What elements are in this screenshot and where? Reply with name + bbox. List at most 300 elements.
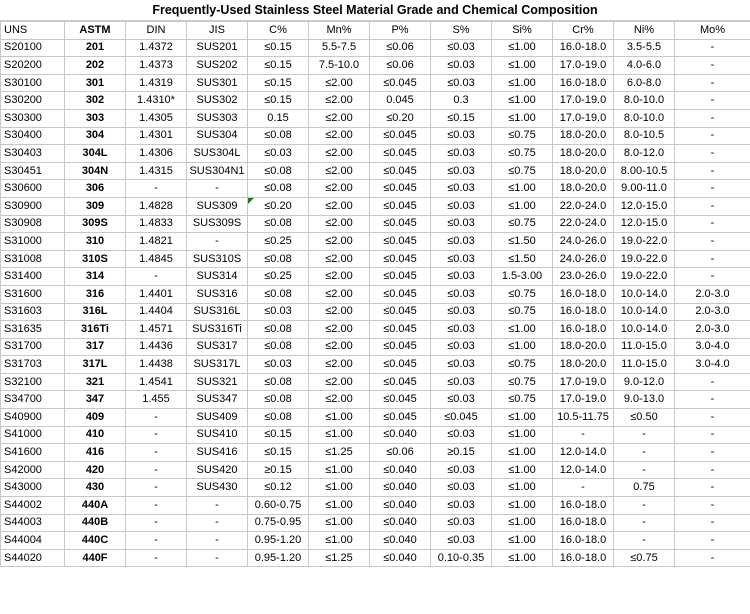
cell-c: ≤0.15 — [248, 74, 309, 92]
cell-ni: ≤0.75 — [614, 549, 675, 567]
cell-jis: - — [187, 532, 248, 550]
cell-din: 1.4438 — [126, 356, 187, 374]
cell-din: 1.4404 — [126, 303, 187, 321]
cell-s: ≤0.03 — [431, 321, 492, 339]
cell-jis: SUS309S — [187, 215, 248, 233]
cell-s: ≤0.03 — [431, 479, 492, 497]
header-cell-s: S% — [431, 22, 492, 40]
cell-jis: SUS420 — [187, 461, 248, 479]
cell-si: ≤1.00 — [492, 197, 553, 215]
cell-mn: ≤2.00 — [309, 145, 370, 163]
cell-p: ≤0.045 — [370, 74, 431, 92]
table-body — [1, 22, 750, 567]
cell-jis: SUS416 — [187, 444, 248, 462]
cell-mo: - — [675, 92, 750, 110]
cell-cr: 18.0-20.0 — [553, 356, 614, 374]
cell-ni: 9.0-13.0 — [614, 391, 675, 409]
table-row — [1, 409, 750, 427]
cell-uns: S44003 — [1, 514, 65, 532]
cell-s: ≤0.03 — [431, 215, 492, 233]
cell-p: ≤0.045 — [370, 250, 431, 268]
cell-uns: S30908 — [1, 215, 65, 233]
cell-mo: - — [675, 549, 750, 567]
cell-cr: - — [553, 479, 614, 497]
cell-ni: 6.0-8.0 — [614, 74, 675, 92]
cell-mo: 3.0-4.0 — [675, 356, 750, 374]
cell-din: 1.4315 — [126, 162, 187, 180]
cell-ni: 10.0-14.0 — [614, 303, 675, 321]
cell-uns: S30403 — [1, 145, 65, 163]
cell-jis: SUS301 — [187, 74, 248, 92]
cell-din: - — [126, 549, 187, 567]
cell-uns: S31703 — [1, 356, 65, 374]
cell-jis: SUS317L — [187, 356, 248, 374]
cell-mn: ≤2.00 — [309, 285, 370, 303]
cell-ni: 9.00-11.0 — [614, 180, 675, 198]
cell-si: ≤1.00 — [492, 444, 553, 462]
cell-jis: SUS304N1 — [187, 162, 248, 180]
cell-uns: S31603 — [1, 303, 65, 321]
cell-p: ≤0.040 — [370, 497, 431, 515]
table-row — [1, 497, 750, 515]
cell-jis: SUS303 — [187, 109, 248, 127]
cell-uns: S31400 — [1, 268, 65, 286]
cell-uns: S31008 — [1, 250, 65, 268]
cell-mn: ≤2.00 — [309, 356, 370, 374]
cell-p: ≤0.20 — [370, 109, 431, 127]
table-row — [1, 321, 750, 339]
table-row — [1, 39, 750, 57]
cell-din: 1.4306 — [126, 145, 187, 163]
cell-astm: 304L — [65, 145, 126, 163]
cell-jis: SUS409 — [187, 409, 248, 427]
cell-cr: 22.0-24.0 — [553, 197, 614, 215]
cell-din: 1.4305 — [126, 109, 187, 127]
table-row — [1, 109, 750, 127]
header-cell-si: Si% — [492, 22, 553, 40]
cell-mo: - — [675, 461, 750, 479]
cell-c: ≤0.08 — [248, 250, 309, 268]
cell-astm: 306 — [65, 180, 126, 198]
cell-s: ≤0.03 — [431, 74, 492, 92]
cell-cr: 17.0-19.0 — [553, 92, 614, 110]
cell-p: ≤0.045 — [370, 162, 431, 180]
cell-jis: SUS316L — [187, 303, 248, 321]
cell-mo: 2.0-3.0 — [675, 303, 750, 321]
cell-c: ≤0.20 — [248, 197, 309, 215]
cell-jis: SUS310S — [187, 250, 248, 268]
cell-astm: 316 — [65, 285, 126, 303]
cell-s: 0.3 — [431, 92, 492, 110]
cell-din: 1.4571 — [126, 321, 187, 339]
cell-astm: 317L — [65, 356, 126, 374]
cell-s: ≤0.03 — [431, 233, 492, 251]
cell-mo: - — [675, 74, 750, 92]
cell-jis: SUS410 — [187, 426, 248, 444]
table-title: Frequently-Used Stainless Steel Material Grade and Chemical Composition — [0, 0, 750, 21]
cell-ni: - — [614, 461, 675, 479]
cell-p: ≤0.045 — [370, 373, 431, 391]
table-row — [1, 303, 750, 321]
cell-si: ≤1.00 — [492, 497, 553, 515]
cell-c: ≤0.08 — [248, 215, 309, 233]
cell-ni: 8.0-10.5 — [614, 127, 675, 145]
cell-uns: S31700 — [1, 338, 65, 356]
cell-c: ≤0.08 — [248, 373, 309, 391]
cell-mn: ≤2.00 — [309, 92, 370, 110]
cell-astm: 321 — [65, 373, 126, 391]
cell-din: - — [126, 479, 187, 497]
table-row — [1, 285, 750, 303]
table-row — [1, 373, 750, 391]
cell-astm: 316L — [65, 303, 126, 321]
cell-din: 1.4833 — [126, 215, 187, 233]
cell-si: ≤1.00 — [492, 321, 553, 339]
cell-mn: ≤2.00 — [309, 373, 370, 391]
cell-s: ≤0.03 — [431, 426, 492, 444]
cell-mo: - — [675, 497, 750, 515]
cell-din: 1.4436 — [126, 338, 187, 356]
cell-astm: 309S — [65, 215, 126, 233]
cell-jis: SUS304 — [187, 127, 248, 145]
cell-s: ≤0.03 — [431, 373, 492, 391]
cell-si: ≤1.00 — [492, 479, 553, 497]
header-cell-p: P% — [370, 22, 431, 40]
cell-jis: SUS317 — [187, 338, 248, 356]
header-cell-astm: ASTM — [65, 22, 126, 40]
cell-cr: - — [553, 426, 614, 444]
cell-s: 0.10-0.35 — [431, 549, 492, 567]
cell-din: - — [126, 461, 187, 479]
cell-ni: 19.0-22.0 — [614, 250, 675, 268]
cell-astm: 303 — [65, 109, 126, 127]
cell-mo: - — [675, 426, 750, 444]
cell-ni: 19.0-22.0 — [614, 268, 675, 286]
cell-mn: ≤1.00 — [309, 461, 370, 479]
cell-s: ≤0.03 — [431, 39, 492, 57]
cell-ni: 4.0-6.0 — [614, 57, 675, 75]
cell-astm: 310 — [65, 233, 126, 251]
cell-mn: ≤1.00 — [309, 479, 370, 497]
cell-astm: 309 — [65, 197, 126, 215]
cell-c: 0.75-0.95 — [248, 514, 309, 532]
cell-s: ≤0.03 — [431, 356, 492, 374]
cell-s: ≤0.03 — [431, 180, 492, 198]
cell-c: 0.60-0.75 — [248, 497, 309, 515]
cell-uns: S32100 — [1, 373, 65, 391]
cell-din: - — [126, 514, 187, 532]
cell-si: ≤0.75 — [492, 356, 553, 374]
cell-ni: 11.0-15.0 — [614, 338, 675, 356]
cell-astm: 314 — [65, 268, 126, 286]
cell-jis: SUS309 — [187, 197, 248, 215]
cell-mn: ≤2.00 — [309, 127, 370, 145]
table-row — [1, 92, 750, 110]
cell-si: ≤0.75 — [492, 303, 553, 321]
cell-cr: 17.0-19.0 — [553, 391, 614, 409]
cell-din: 1.4821 — [126, 233, 187, 251]
cell-p: ≤0.045 — [370, 321, 431, 339]
cell-jis: - — [187, 180, 248, 198]
cell-ni: 12.0-15.0 — [614, 197, 675, 215]
cell-si: ≤1.00 — [492, 74, 553, 92]
cell-mo: - — [675, 39, 750, 57]
table-row — [1, 391, 750, 409]
table-row — [1, 444, 750, 462]
cell-si: ≤1.00 — [492, 549, 553, 567]
cell-astm: 410 — [65, 426, 126, 444]
cell-cr: 23.0-26.0 — [553, 268, 614, 286]
cell-din: 1.4301 — [126, 127, 187, 145]
cell-mn: ≤1.00 — [309, 514, 370, 532]
cell-s: ≤0.03 — [431, 162, 492, 180]
cell-c: ≤0.25 — [248, 268, 309, 286]
cell-p: ≤0.040 — [370, 461, 431, 479]
cell-mn: ≤2.00 — [309, 268, 370, 286]
cell-din: 1.4541 — [126, 373, 187, 391]
cell-jis: SUS430 — [187, 479, 248, 497]
cell-ni: 19.0-22.0 — [614, 233, 675, 251]
cell-c: ≤0.12 — [248, 479, 309, 497]
cell-cr: 16.0-18.0 — [553, 532, 614, 550]
cell-p: ≤0.040 — [370, 479, 431, 497]
cell-uns: S31000 — [1, 233, 65, 251]
cell-c: ≤0.03 — [248, 356, 309, 374]
cell-p: ≤0.06 — [370, 444, 431, 462]
cell-p: ≤0.045 — [370, 391, 431, 409]
cell-uns: S30200 — [1, 92, 65, 110]
cell-jis: SUS321 — [187, 373, 248, 391]
cell-si: ≤0.75 — [492, 215, 553, 233]
cell-cr: 22.0-24.0 — [553, 215, 614, 233]
cell-astm: 310S — [65, 250, 126, 268]
cell-c: ≤0.25 — [248, 233, 309, 251]
cell-mo: - — [675, 197, 750, 215]
cell-cr: 16.0-18.0 — [553, 285, 614, 303]
cell-jis: - — [187, 549, 248, 567]
cell-cr: 10.5-11.75 — [553, 409, 614, 427]
cell-p: ≤0.045 — [370, 285, 431, 303]
cell-ni: 10.0-14.0 — [614, 285, 675, 303]
cell-si: ≤1.50 — [492, 233, 553, 251]
cell-p: ≤0.06 — [370, 39, 431, 57]
table-row — [1, 57, 750, 75]
cell-mn: ≤1.00 — [309, 497, 370, 515]
cell-mo: 3.0-4.0 — [675, 338, 750, 356]
cell-si: ≤1.00 — [492, 109, 553, 127]
table-row — [1, 180, 750, 198]
cell-mn: ≤2.00 — [309, 250, 370, 268]
cell-ni: - — [614, 532, 675, 550]
cell-ni: 0.75 — [614, 479, 675, 497]
cell-din: 1.455 — [126, 391, 187, 409]
cell-mo: - — [675, 215, 750, 233]
cell-c: ≥0.15 — [248, 461, 309, 479]
cell-jis: SUS201 — [187, 39, 248, 57]
cell-p: ≤0.045 — [370, 338, 431, 356]
cell-mo: - — [675, 479, 750, 497]
cell-mo: - — [675, 409, 750, 427]
cell-uns: S31635 — [1, 321, 65, 339]
cell-jis: SUS316Ti — [187, 321, 248, 339]
cell-mn: ≤1.00 — [309, 532, 370, 550]
cell-s: ≤0.045 — [431, 409, 492, 427]
cell-mo: - — [675, 514, 750, 532]
cell-c: ≤0.08 — [248, 338, 309, 356]
cell-uns: S41000 — [1, 426, 65, 444]
cell-uns: S44004 — [1, 532, 65, 550]
cell-cr: 17.0-19.0 — [553, 373, 614, 391]
table-row — [1, 215, 750, 233]
cell-c: ≤0.15 — [248, 92, 309, 110]
cell-si: ≤1.00 — [492, 57, 553, 75]
cell-astm: 409 — [65, 409, 126, 427]
cell-mn: ≤2.00 — [309, 338, 370, 356]
cell-uns: S31600 — [1, 285, 65, 303]
cell-mn: ≤1.25 — [309, 549, 370, 567]
cell-cr: 18.0-20.0 — [553, 145, 614, 163]
cell-mo: - — [675, 57, 750, 75]
cell-c: ≤0.03 — [248, 145, 309, 163]
cell-ni: 8.0-10.0 — [614, 92, 675, 110]
cell-si: ≤1.00 — [492, 426, 553, 444]
cell-mn: ≤2.00 — [309, 233, 370, 251]
cell-din: - — [126, 444, 187, 462]
cell-si: ≤1.00 — [492, 39, 553, 57]
cell-mn: ≤2.00 — [309, 109, 370, 127]
cell-mo: - — [675, 444, 750, 462]
cell-c: ≤0.08 — [248, 285, 309, 303]
cell-s: ≤0.15 — [431, 109, 492, 127]
cell-s: ≤0.03 — [431, 303, 492, 321]
cell-p: ≤0.040 — [370, 549, 431, 567]
cell-uns: S41600 — [1, 444, 65, 462]
cell-cr: 18.0-20.0 — [553, 127, 614, 145]
cell-c: ≤0.08 — [248, 321, 309, 339]
cell-c: ≤0.15 — [248, 39, 309, 57]
cell-s: ≤0.03 — [431, 391, 492, 409]
cell-astm: 202 — [65, 57, 126, 75]
cell-si: ≤1.50 — [492, 250, 553, 268]
cell-ni: 8.0-12.0 — [614, 145, 675, 163]
cell-uns: S44002 — [1, 497, 65, 515]
cell-uns: S42000 — [1, 461, 65, 479]
cell-c: ≤0.08 — [248, 162, 309, 180]
cell-si: ≤1.00 — [492, 409, 553, 427]
table-row — [1, 145, 750, 163]
cell-mn: ≤1.00 — [309, 426, 370, 444]
cell-cr: 16.0-18.0 — [553, 74, 614, 92]
cell-si: ≤1.00 — [492, 514, 553, 532]
cell-mn: ≤2.00 — [309, 197, 370, 215]
cell-c: ≤0.15 — [248, 57, 309, 75]
cell-mo: - — [675, 391, 750, 409]
header-cell-mo: Mo% — [675, 22, 750, 40]
cell-s: ≤0.03 — [431, 285, 492, 303]
cell-uns: S30300 — [1, 109, 65, 127]
cell-ni: 10.0-14.0 — [614, 321, 675, 339]
cell-astm: 440A — [65, 497, 126, 515]
cell-mo: - — [675, 127, 750, 145]
cell-mn: ≤2.00 — [309, 180, 370, 198]
header-cell-ni: Ni% — [614, 22, 675, 40]
cell-mn: ≤2.00 — [309, 303, 370, 321]
cell-ni: 12.0-15.0 — [614, 215, 675, 233]
table-row — [1, 461, 750, 479]
cell-c: ≤0.08 — [248, 409, 309, 427]
cell-ni: - — [614, 497, 675, 515]
table-row — [1, 479, 750, 497]
cell-jis: SUS302 — [187, 92, 248, 110]
cell-mo: 2.0-3.0 — [675, 285, 750, 303]
cell-si: ≤1.00 — [492, 461, 553, 479]
cell-mo: - — [675, 250, 750, 268]
cell-p: ≤0.045 — [370, 197, 431, 215]
cell-s: ≤0.03 — [431, 461, 492, 479]
cell-c: ≤0.15 — [248, 444, 309, 462]
cell-jis: SUS314 — [187, 268, 248, 286]
cell-din: - — [126, 409, 187, 427]
cell-c: ≤0.03 — [248, 303, 309, 321]
cell-uns: S40900 — [1, 409, 65, 427]
cell-p: ≤0.045 — [370, 215, 431, 233]
cell-ni: - — [614, 426, 675, 444]
cell-p: ≤0.06 — [370, 57, 431, 75]
cell-uns: S34700 — [1, 391, 65, 409]
cell-mo: - — [675, 145, 750, 163]
cell-din: 1.4373 — [126, 57, 187, 75]
table-row — [1, 426, 750, 444]
cell-din: - — [126, 426, 187, 444]
cell-mo: - — [675, 268, 750, 286]
cell-s: ≤0.03 — [431, 514, 492, 532]
cell-s: ≥0.15 — [431, 444, 492, 462]
cell-uns: S30400 — [1, 127, 65, 145]
table-row — [1, 250, 750, 268]
cell-din: - — [126, 268, 187, 286]
cell-uns: S20200 — [1, 57, 65, 75]
cell-cr: 16.0-18.0 — [553, 321, 614, 339]
header-cell-jis: JIS — [187, 22, 248, 40]
cell-astm: 304N — [65, 162, 126, 180]
cell-mn: ≤2.00 — [309, 391, 370, 409]
cell-p: ≤0.045 — [370, 409, 431, 427]
cell-cr: 24.0-26.0 — [553, 233, 614, 251]
cell-cr: 16.0-18.0 — [553, 497, 614, 515]
cell-si: ≤0.75 — [492, 285, 553, 303]
cell-s: ≤0.03 — [431, 127, 492, 145]
cell-ni: ≤0.50 — [614, 409, 675, 427]
cell-jis: SUS304L — [187, 145, 248, 163]
cell-din: 1.4845 — [126, 250, 187, 268]
cell-p: ≤0.040 — [370, 532, 431, 550]
table-row — [1, 532, 750, 550]
table-row — [1, 549, 750, 567]
cell-cr: 16.0-18.0 — [553, 39, 614, 57]
cell-mn: ≤2.00 — [309, 215, 370, 233]
table-row — [1, 197, 750, 215]
cell-c: 0.95-1.20 — [248, 532, 309, 550]
cell-mo: - — [675, 162, 750, 180]
cell-mn: 5.5-7.5 — [309, 39, 370, 57]
cell-uns: S43000 — [1, 479, 65, 497]
cell-uns: S20100 — [1, 39, 65, 57]
cell-astm: 420 — [65, 461, 126, 479]
table-row — [1, 127, 750, 145]
cell-ni: 11.0-15.0 — [614, 356, 675, 374]
cell-c: ≤0.15 — [248, 426, 309, 444]
cell-mn: ≤2.00 — [309, 162, 370, 180]
